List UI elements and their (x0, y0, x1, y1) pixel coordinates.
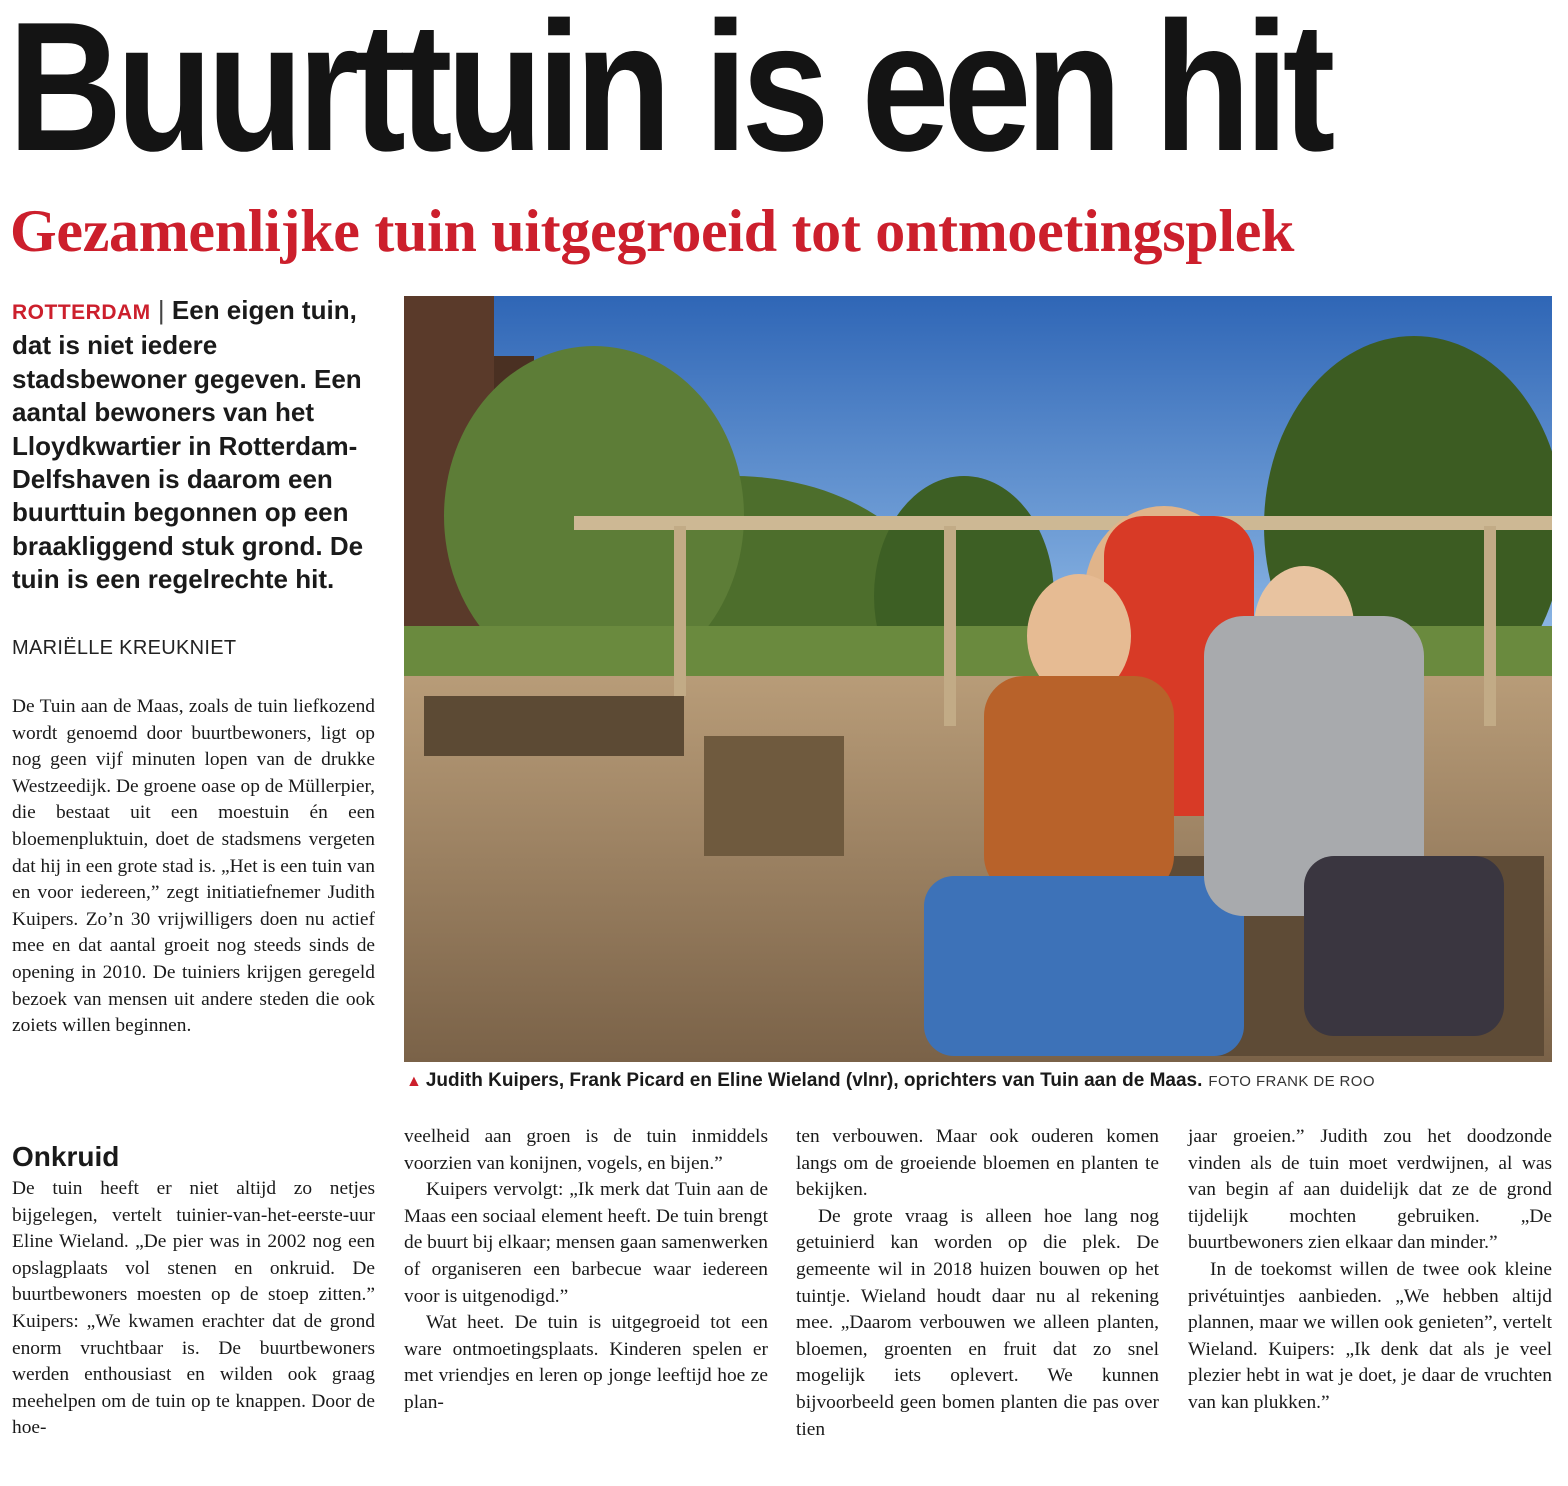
body-column-1-continued (12, 1176, 375, 1442)
body-column-2 (404, 1124, 768, 1417)
body-column-1 (12, 694, 375, 1040)
body-column-4 (1188, 1124, 1552, 1417)
body-paragraph: De tuin heeft er niet altijd zo netjes bijgelegen, vertelt tuinier-van-het-eerste-uur Eline Wieland. „De pier was in 2002 nog een opslagplaats vol stenen en onkruid. De buurtbewoners moesten op de stoep zitten.” Kuipers: „We kwamen erachter dat de grond enorm vruchtbaar is. De buurtbewoners werden enthousiast en wilden ook graag meehelpen om de tuin op te knappen. Door de hoe- (12, 1178, 375, 1439)
headline: Buurttuin is een hit (8, 0, 1330, 189)
subheadline: Gezamenlijke tuin uitgegroeid tot ontmoetingsplek (10, 198, 1295, 264)
photo-caption (406, 1068, 1556, 1095)
body-paragraph: veelheid aan groen is de tuin inmiddels voorzien van konijnen, vogels, en bijen.” (404, 1126, 768, 1174)
garden-photo-illustration (404, 296, 1552, 1062)
body-paragraph: ten verbouwen. Maar ook ouderen komen langs om de groeiende bloemen en planten te bekijken. (796, 1126, 1159, 1201)
dateline-separator: | (157, 295, 165, 325)
body-column-3 (796, 1124, 1159, 1443)
photo-credit: FOTO FRANK DE ROO (1208, 1073, 1375, 1090)
body-paragraph: In de toekomst willen de twee ook kleine privétuintjes aanbieden. „We hebben altijd plannen, maar we willen ook genieten”, vertelt Wieland. Kuipers: „Ik denk dat als je veel plezier hebt in wat je doet, je daar de vruchten van kan plukken.” (1188, 1258, 1552, 1413)
body-paragraph: De Tuin aan de Maas, zoals de tuin liefkozend wordt genoemd door buurtbewoners, ligt op nog geen vijf minuten lopen van de drukke Westzeedijk. De groene oase op de Müllerpier, die bestaat uit een moestuin én een bloemenpluktuin, doet de stadsmens vergeten dat hij in een grote stad is. „Het is een tuin van en voor iedereen,” zegt initiatiefnemer Judith Kuipers. Zo’n 30 vrijwilligers doen nu actief mee en dat aantal groeit nog steeds sinds de opening in 2010. De tuiniers krijgen geregeld bezoek van mensen uit andere steden die ook zoiets willen beginnen. (12, 696, 375, 1037)
dateline: ROTTERDAM (12, 301, 151, 324)
intro-text: Een eigen tuin, dat is niet iedere stadsbewoner gegeven. Een aantal bewoners van het Lloydkwartier in Rotterdam-Delfshaven is daarom een buurttuin begonnen op een braakliggend stuk grond. De tuin is een regelrechte hit. (12, 295, 364, 595)
intro-paragraph (12, 294, 377, 597)
body-paragraph: Wat heet. De tuin is uitgegroeid tot een ware ontmoetingsplaats. Kinderen spelen er met vriendjes en leren op jonge leeftijd hoe ze plan- (404, 1312, 768, 1413)
caption-triangle-icon: ▲ (406, 1073, 422, 1090)
body-paragraph: Kuipers vervolgt: „Ik merk dat Tuin aan de Maas een sociaal element heeft. De tuin brengt de buurt bij elkaar; mensen gaan samenwerken of organiseren een barbecue waar iedereen voor is uitgenodigd.” (404, 1179, 768, 1307)
body-paragraph: jaar groeien.” Judith zou het doodzonde vinden als de tuin moet verdwijnen, al was van begin af aan duidelijk dat ze de grond tijdelijk mochten gebruiken. „De buurtbewoners zien elkaar dan minder.” (1188, 1126, 1552, 1254)
section-subheading: Onkruid (12, 1141, 120, 1172)
author-byline: MARIËLLE KREUKNIET (12, 637, 237, 659)
body-paragraph: De grote vraag is alleen hoe lang nog getuinierd kan worden op die plek. De gemeente wil in 2018 huizen bouwen op het tuintje. Wieland houdt daar nu al rekening mee. „Daarom verbouwen we alleen planten, bloemen, groenten en fruit dat zo snel mogelijk iets oplevert. We kunnen bijvoorbeeld geen bomen planten die pas over tien (796, 1205, 1159, 1440)
caption-text: Judith Kuipers, Frank Picard en Eline Wieland (vlnr), oprichters van Tuin aan de Maas. (425, 1070, 1203, 1091)
article-photo (404, 296, 1552, 1062)
